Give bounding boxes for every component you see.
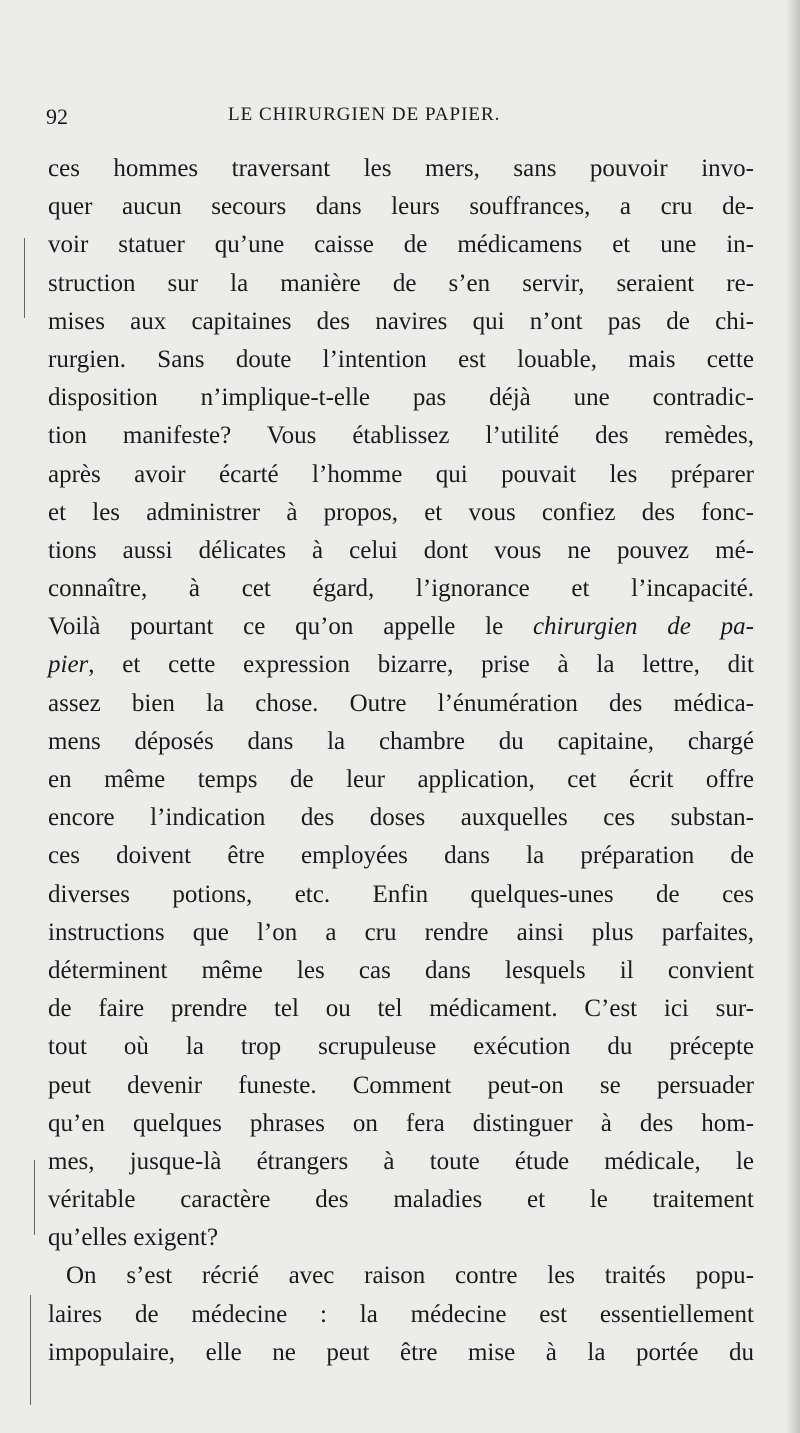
text-line: déterminent même les cas dans lesquels il convient xyxy=(48,956,754,984)
page-number: 92 xyxy=(46,104,68,129)
paragraph-last-line: qu’elles exigent? xyxy=(48,1224,219,1252)
text-run: , et cette expression bizarre, prise à la lettre, dit xyxy=(88,651,754,679)
text-line: struction sur la manière de s’en servir, seraient re- xyxy=(48,269,754,297)
italic-title: pier xyxy=(48,651,89,679)
text-line: rurgien. Sans doute l’intention est louable, mais cette xyxy=(48,345,754,373)
running-head xyxy=(46,98,586,132)
body-text xyxy=(48,150,754,1372)
text-line: assez bien la chose. Outre l’énumération des médica- xyxy=(48,689,754,717)
italic-title: chirurgien de pa- xyxy=(532,613,754,641)
text-line: connaître, à cet égard, l’ignorance et l’incapacité. xyxy=(48,575,754,603)
text-line: On s’est récrié avec raison contre les traités popu- xyxy=(66,1262,754,1290)
text-line: encore l’indication des doses auxquelles ces substan- xyxy=(48,804,754,832)
text-line xyxy=(48,646,754,684)
text-line: ces doivent être employées dans la préparation de xyxy=(48,842,754,870)
text-line: laires de médecine : la médecine est essentiellement xyxy=(48,1300,754,1328)
text-line: tions aussi délicates à celui dont vous ne pouvez mé- xyxy=(48,536,754,564)
text-line: disposition n’implique-t-elle pas déjà une contradic- xyxy=(48,384,754,412)
margin-mark xyxy=(34,1160,35,1235)
text-line xyxy=(48,608,754,646)
running-title: LE CHIRURGIEN DE PAPIER. xyxy=(228,104,501,125)
text-line: mises aux capitaines des navires qui n’ont pas de chi- xyxy=(48,307,754,335)
page-edge-shadow xyxy=(786,0,800,1433)
text-line: qu’en quelques phrases on fera distinguer à des hom- xyxy=(48,1109,754,1137)
text-line: tion manifeste? Vous établissez l’utilité des remèdes, xyxy=(48,422,754,450)
text-line: en même temps de leur application, cet écrit offre xyxy=(48,766,754,793)
text-run: Voilà pourtant ce qu’on appelle le xyxy=(48,613,533,641)
margin-mark xyxy=(24,238,25,318)
text-line: après avoir écarté l’homme qui pouvait les préparer xyxy=(48,460,754,488)
text-line: mens déposés dans la chambre du capitaine, chargé xyxy=(48,727,754,755)
text-line: mes, jusque-là étrangers à toute étude médicale, le xyxy=(48,1147,754,1175)
text-line: ces hommes traversant les mers, sans pouvoir invo- xyxy=(48,155,754,182)
text-line: diverses potions, etc. Enfin quelques-unes de ces xyxy=(48,880,754,908)
text-line: tout où la trop scrupuleuse exécution du précepte xyxy=(48,1033,754,1061)
text-line: et les administrer à propos, et vous confiez des fonc- xyxy=(48,498,754,526)
text-line: véritable caractère des maladies et le traitement xyxy=(48,1186,754,1214)
text-line: instructions que l’on a cru rendre ainsi plus parfaites, xyxy=(48,918,754,946)
text-line: de faire prendre tel ou tel médicament. C’est ici sur- xyxy=(48,995,754,1023)
text-line: quer aucun secours dans leurs souffrances, a cru de- xyxy=(48,193,754,221)
text-line: peut devenir funeste. Comment peut-on se persuader xyxy=(48,1071,754,1099)
text-line: impopulaire, elle ne peut être mise à la portée du xyxy=(48,1338,754,1366)
text-line: voir statuer qu’une caisse de médicamens et une in- xyxy=(48,231,754,259)
margin-mark xyxy=(30,1295,31,1405)
